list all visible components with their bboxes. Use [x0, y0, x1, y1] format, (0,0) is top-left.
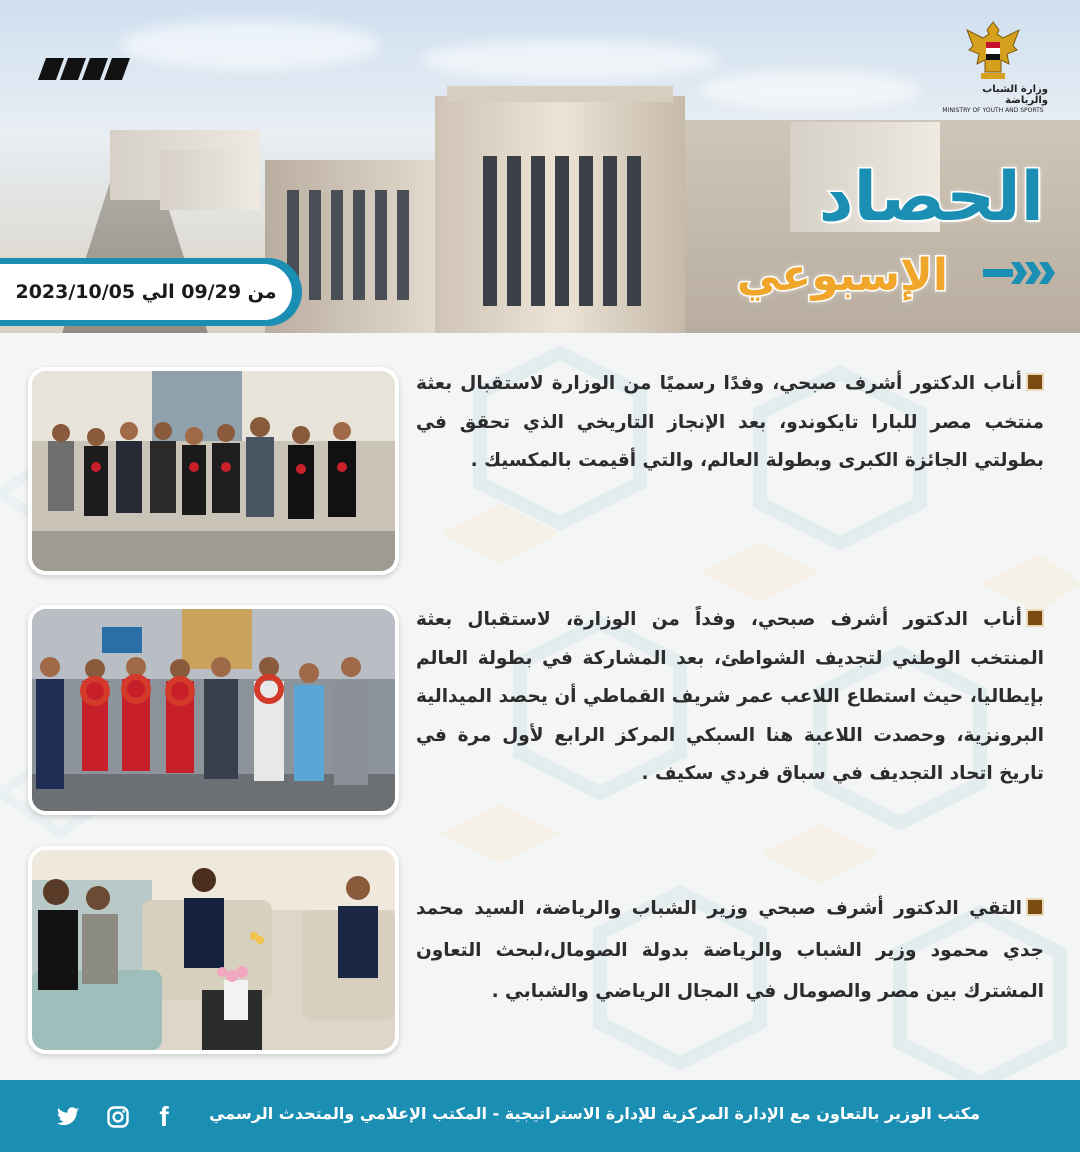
news-item-1-text: أناب الدكتور أشرف صبحي، وفدًا رسميًا من الوزارة لاستقبال بعثة منتخب مصر للبارا تايكوندو، بعد الإنجاز التاريخي الذي تحقق في بطولتي الجائزة الكبرى وبطولة العالم، والتي أقيمت بالمكسيك .: [416, 373, 1044, 471]
decorative-bars: [42, 58, 126, 80]
eagle-icon: [963, 20, 1023, 82]
cloud-shape: [120, 20, 380, 70]
logo-ministry-english: MINISTRY OF YOUTH AND SPORTS: [942, 107, 1044, 114]
footer-credit: مكتب الوزير بالتعاون مع الإدارة المركزية للإدارة الاستراتيجية - المكتب الإعلامي والمتحدث الرسمي: [209, 1104, 980, 1123]
news-photo-rowing: [28, 605, 399, 815]
bullet-square-icon: [1026, 898, 1044, 916]
news-item-2: [416, 601, 1044, 794]
news-item-3-text: التقي الدكتور أشرف صبحي وزير الشباب والرياضة، السيد محمد جدي محمود وزير الشباب والرياضة بدولة الصومال،لبحث التعاون المشترك بين مصر والصومال في المجال الرياضي والشبابي .: [416, 898, 1044, 1002]
cloud-shape: [420, 40, 720, 80]
bullet-square-icon: [1026, 609, 1044, 627]
ministry-logo: [938, 20, 1048, 130]
twitter-icon[interactable]: [54, 1103, 82, 1131]
title-harvest: الحصاد: [818, 158, 1044, 237]
main-building-image: [435, 96, 685, 333]
instagram-icon[interactable]: [104, 1103, 132, 1131]
date-range-badge: [0, 258, 302, 326]
news-item-2-text: أناب الدكتور أشرف صبحي، وفداً من الوزارة، لاستقبال بعثة المنتخب الوطني لتجديف الشواطئ، بعد المشاركة في بطولة العالم بإيطاليا، حيث استطاع اللاعب عمر شريف القماطي أن يحصد الميدالية البرونزية، وحصدت اللاعبة هنا السبكي المركز الرابع لأول مرة في تاريخ اتحاد التجديف في سباق فردي سكيف .: [416, 609, 1044, 784]
title-weekly: الإسبوعي: [736, 250, 948, 301]
date-range-text: من 09/29 الي 2023/10/05: [0, 264, 292, 320]
header-banner: [0, 0, 1080, 333]
building-image: [160, 150, 260, 210]
news-photo-meeting: [28, 846, 399, 1054]
cloud-shape: [700, 70, 920, 110]
chevron-arrows-icon: [985, 262, 1055, 284]
content-area: [0, 333, 1080, 1080]
facebook-icon[interactable]: f: [159, 1101, 169, 1132]
news-item-1: [416, 365, 1044, 481]
news-item-3: [416, 888, 1044, 1013]
logo-ministry-arabic: وزارة الشباب والرياضة: [982, 84, 1048, 106]
bullet-square-icon: [1026, 373, 1044, 391]
news-photo-taekwondo: [28, 367, 399, 575]
